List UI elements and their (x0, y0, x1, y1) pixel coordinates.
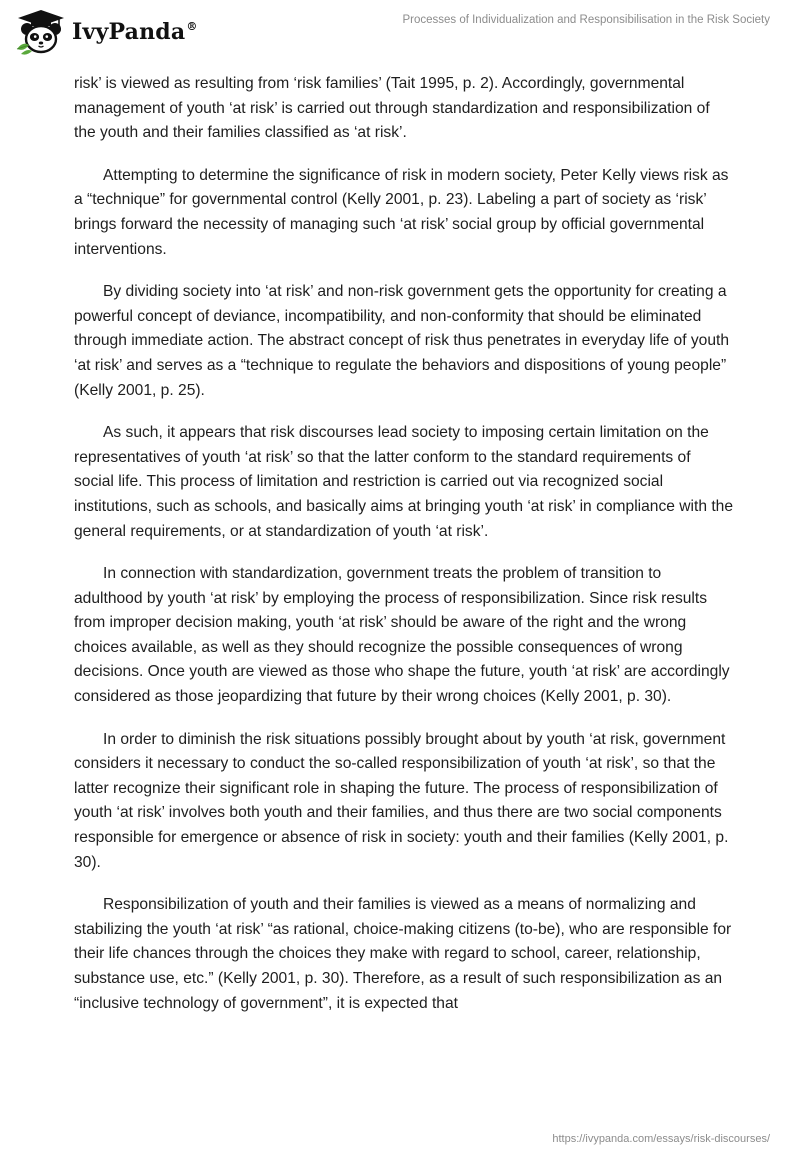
essay-body (74, 72, 734, 1034)
paragraph: As such, it appears that risk discourses lead society to imposing certain limitation on the representatives of youth ‘at risk’ so that the latter conform to the standard requirements of social life. This process of limitation and restriction is carried out via recognized social institutions, such as schools, and basically aims at bringing youth ‘at risk’ in compliance with the general requirements, or at standardization of youth ‘at risk’. (74, 424, 734, 540)
panda-graduate-icon (14, 8, 68, 56)
paragraph: risk’ is viewed as resulting from ‘risk families’ (Tait 1995, p. 2). Accordingly, governmental management of youth ‘at risk’ is carried out through standardization and responsibilization of the youth and their families classified as ‘at risk’. (74, 75, 710, 142)
paragraph: Responsibilization of youth and their families is viewed as a means of normalizing and stabilizing the youth ‘at risk’ “as rational, choice-making citizens (to-be), who are responsible for their life chances through the choices they make with regard to school, career, relationship, substance use, etc.” (Kelly 2001, p. 30). Therefore, as a result of such responsibilization as an “inclusive technology of government”, it is expected that (74, 896, 732, 1012)
ivypanda-logo[interactable] (14, 8, 198, 56)
logo-text: IvyPanda® (72, 19, 198, 45)
document-title: Processes of Individualization and Responsibilisation in the Risk Society (402, 14, 770, 26)
paragraph: In order to diminish the risk situations possibly brought about by youth ‘at risk, government considers it necessary to conduct the so-called responsibilization of youth ‘at risk’, so that the latter recognize their significant role in shaping the future. The process of responsibilization of youth ‘at risk’ involves both youth and their families, and thus there are two social components responsible for emergence or absence of risk in society: youth and their families (Kelly 2001, p. 30). (74, 730, 729, 871)
paragraph: By dividing society into ‘at risk’ and non-risk government gets the opportunity for creating a powerful concept of deviance, incompatibility, and non-conformity that should be eliminated through immediate action. The abstract concept of risk thus penetrates in everyday life of youth ‘at risk’ and serves as a “technique to regulate the behaviors and dispositions of young people” (Kelly 2001, p. 25). (74, 283, 730, 399)
paragraph: Attempting to determine the significance of risk in modern society, Peter Kelly views risk as a “technique” for governmental control (Kelly 2001, p. 23). Labeling a part of society as ‘risk’ brings forward the necessity of managing such ‘at risk’ social group by official governmental interventions. (74, 166, 729, 258)
registered-mark: ® (186, 20, 198, 33)
source-url[interactable]: https://ivypanda.com/essays/risk-discourses/ (552, 1133, 770, 1145)
paragraph: In connection with standardization, government treats the problem of transition to adulthood by youth ‘at risk’ by employing the process of responsibilization. Since risk results from improper decision making, youth ‘at risk’ should be aware of the right and the wrong choices available, as well as they should recognize the possible consequences of wrong decisions. Once youth are viewed as those who shape the future, youth ‘at risk’ are accordingly considered as those jeopardizing that future by their wrong choices (Kelly 2001, p. 30). (74, 565, 730, 706)
page-header (0, 0, 800, 64)
